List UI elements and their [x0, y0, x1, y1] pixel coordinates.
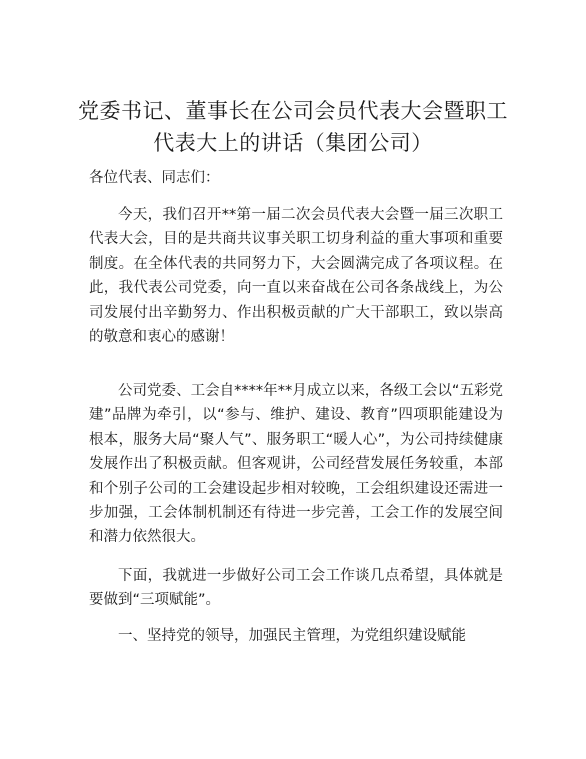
paragraph-opening: 今天，我们召开**第一届二次会员代表大会暨一届三次职工代表大会，目的是共商共议事关职工切身利益的重大事项和重要制度。在全体代表的共同努力下，大会圆满完成了各项议程。在此，我代表公司党委，向一直以来奋战在公司各条战线上，为公司发展付出辛勤努力、作出积极贡献的广大干部职工，致以崇高的敬意和衷心的感谢！	[89, 207, 503, 346]
paragraph-intro-hopes: 下面，我就进一步做好公司工会工作谈几点希望，具体就是要做到“三项赋能”。	[89, 568, 503, 609]
salutation: 各位代表、同志们：	[89, 170, 220, 186]
section-heading-one: 一、坚持党的领导，加强民主管理，为党组织建设赋能	[118, 628, 466, 644]
document-title: 党委书记、董事长在公司会员代表大会暨职工代表大上的讲话（集团公司）	[78, 99, 508, 155]
paragraph-background: 公司党委、工会自****年**月成立以来，各级工会以“五彩党建”品牌为牵引，以“参与、维护、建设、教育”四项职能建设为根本，服务大局“聚人气”、服务职工“暖人心”，为公司持续健康发展作出了积极贡献。但客观讲，公司经营发展任务较重，本部和个别子公司的工会建设起步相对较晚，工会组织建设还需进一步加强，工会体制机制还有待进一步完善，工会工作的发展空间和潜力依然很大。	[89, 383, 503, 546]
